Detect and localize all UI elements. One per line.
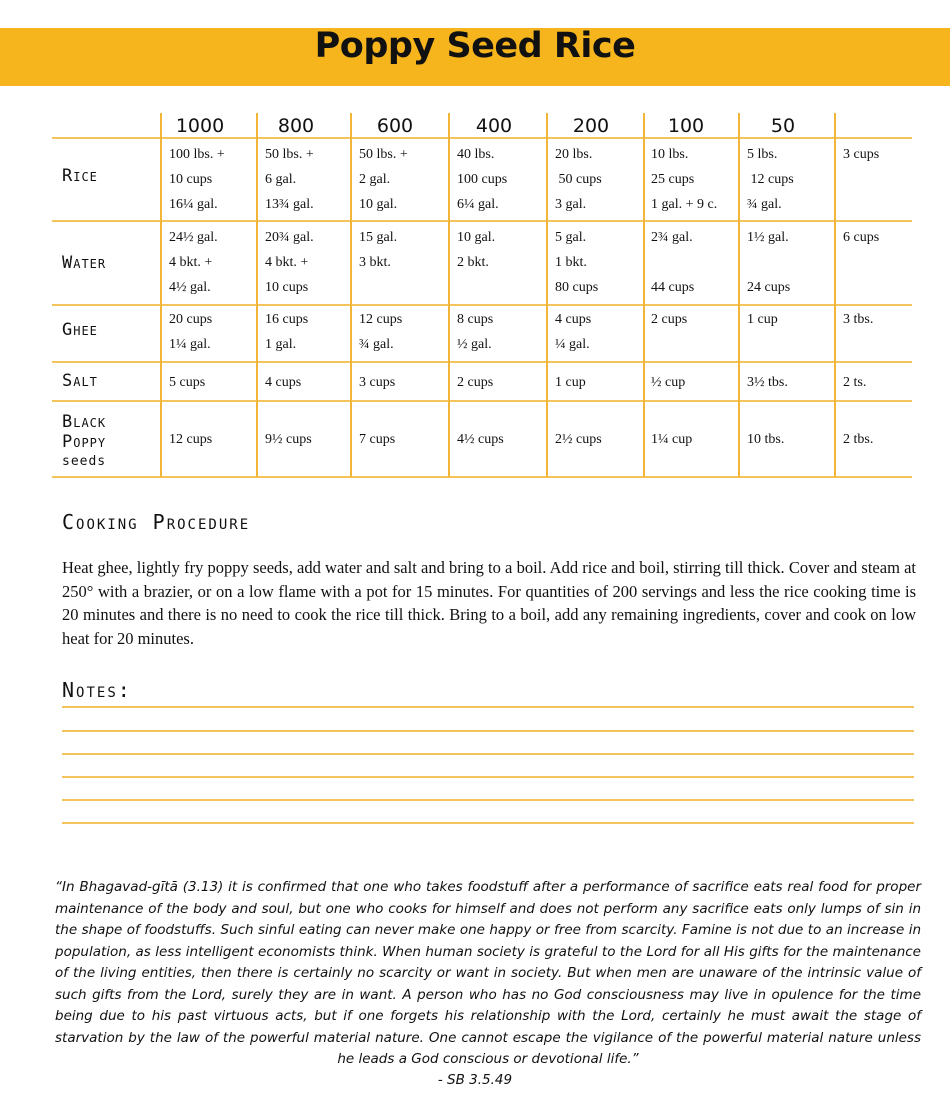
row-label-rice: Rice [62,166,98,186]
table-cell: 50 lbs. + 2 gal. 10 gal. [359,147,408,212]
table-cell: 8 cups ½ gal. [457,312,494,352]
column-header-600: 600 [376,115,414,137]
table-cell: 5 lbs. 12 cups ¾ gal. [747,147,794,212]
table-cell: 10 lbs. 25 cups 1 gal. + 9 c. [651,147,718,212]
notes-line [62,753,914,755]
table-cell: 3 tbs. [843,312,874,327]
table-cell: 16 cups 1 gal. [265,312,309,352]
table-cell: 2 tbs. [843,432,874,447]
table-rule [52,304,912,306]
table-cell: 6 cups [843,230,880,245]
table-cell: 15 gal. 3 bkt. [359,230,398,270]
notes-line [62,706,914,708]
table-cell: 100 lbs. + 10 cups 16¼ gal. [169,147,225,212]
row-label-water: Water [62,253,107,273]
table-cell: 10 gal. 2 bkt. [457,230,496,270]
cooking-procedure-text: Heat ghee, lightly fry poppy seeds, add water and salt and bring to a boil. Add rice and boil, stirring till thick. Cover and steam at 250° with a brazier, or on a low flame with a pot for 15 minutes. For quantities of 200 servings and less the rice cooking time is 20 minutes and there is no need to cook the rice till thick. Bring to a boil, add any remaining ingredients, cover and cook on low heat for 20 minutes. [62,558,916,648]
notes-heading: Notes: [62,678,132,702]
table-cell: 3½ tbs. [747,375,788,390]
notes-line [62,822,914,824]
table-column-rule [350,113,352,477]
table-cell: 5 cups [169,375,206,390]
table-rule [52,137,912,139]
notes-line [62,730,914,732]
notes-line [62,776,914,778]
table-cell: 12 cups ¾ gal. [359,312,403,352]
cooking-procedure-heading: Cooking Procedure [62,510,251,534]
table-cell: 2 cups [457,375,494,390]
table-column-rule [546,113,548,477]
table-cell: 12 cups [169,432,213,447]
table-cell: 4 cups ¼ gal. [555,312,592,352]
table-cell: 1½ gal. 24 cups [747,230,791,295]
table-cell: 1¼ cup [651,432,693,447]
table-column-rule [834,113,836,477]
column-header-200: 200 [572,115,610,137]
column-header-1000: 1000 [175,115,225,137]
table-cell: 50 lbs. + 6 gal. 13¾ gal. [265,147,314,212]
table-cell: 20¾ gal. 4 bkt. + 10 cups [265,230,314,295]
table-cell: 7 cups [359,432,396,447]
table-column-rule [448,113,450,477]
table-column-rule [256,113,258,477]
table-column-rule [738,113,740,477]
column-header-400: 400 [475,115,513,137]
table-cell: 40 lbs. 100 cups 6¼ gal. [457,147,508,212]
column-header-800: 800 [277,115,315,137]
row-label-seeds: seeds [62,454,107,469]
row-label-black-poppy-text: Black Poppy [62,412,107,452]
table-cell: 2¾ gal. 44 cups [651,230,695,295]
table-rule [52,220,912,222]
table-cell: 24½ gal. 4 bkt. + 4½ gal. [169,230,218,295]
table-cell: 10 tbs. [747,432,785,447]
table-rule [52,476,912,478]
table-cell: 9½ cups [265,432,312,447]
notes-line [62,799,914,801]
table-cell: 1 cup [555,375,586,390]
table-cell: 3 cups [359,375,396,390]
table-cell: 4½ cups [457,432,504,447]
column-header-50: 50 [770,115,796,137]
table-cell: 20 cups 1¼ gal. [169,312,213,352]
table-rule [52,400,912,402]
table-cell: 4 cups [265,375,302,390]
table-cell: 3 cups [843,147,880,162]
row-label-ghee: Ghee [62,320,98,340]
page-title: Poppy Seed Rice [314,26,636,66]
table-cell: 1 cup [747,312,778,327]
row-label-black-poppy [62,412,106,472]
table-cell: 20 lbs. 50 cups 3 gal. [555,147,602,212]
table-cell: 2 ts. [843,375,867,390]
table-column-rule [160,113,162,477]
table-rule [52,361,912,363]
table-cell: 2½ cups [555,432,602,447]
quote-source: - SB 3.5.49 [437,1072,513,1088]
scripture-quote: “In Bhagavad-gītā (3.13) it is confirmed that one who takes foodstuff after a performance of sacrifice eats real food for proper maintenance of the body and soul, but one who cooks for himself and does not perform any sacrifice eats only lumps of sin in the shape of foodstuffs. Such sinful eating can never make one happy or free from scarcity. Famine is not due to an increase in population, as less intelligent economists think. When human society is grateful to the Lord for all His gifts for the maintenance of the living entities, then there is certainly no scarcity or want in society. But when men are unaware of the intrinsic value of such gifts from the Lord, surely they are in want. A person who has no God consciousness may live in opulence for the time being due to his past virtuous acts, but if one forgets his relationship with the Lord, certainly he must await the stage of starvation by the law of the powerful material nature. One cannot escape the vigilance of the powerful material nature unless he leads a God conscious or devotional life.” [55,879,921,1067]
table-cell: 5 gal. 1 bkt. 80 cups [555,230,599,295]
table-cell: 2 cups [651,312,688,327]
column-header-100: 100 [667,115,705,137]
row-label-salt: Salt [62,371,98,391]
table-column-rule [643,113,645,477]
table-cell: ½ cup [651,375,686,390]
